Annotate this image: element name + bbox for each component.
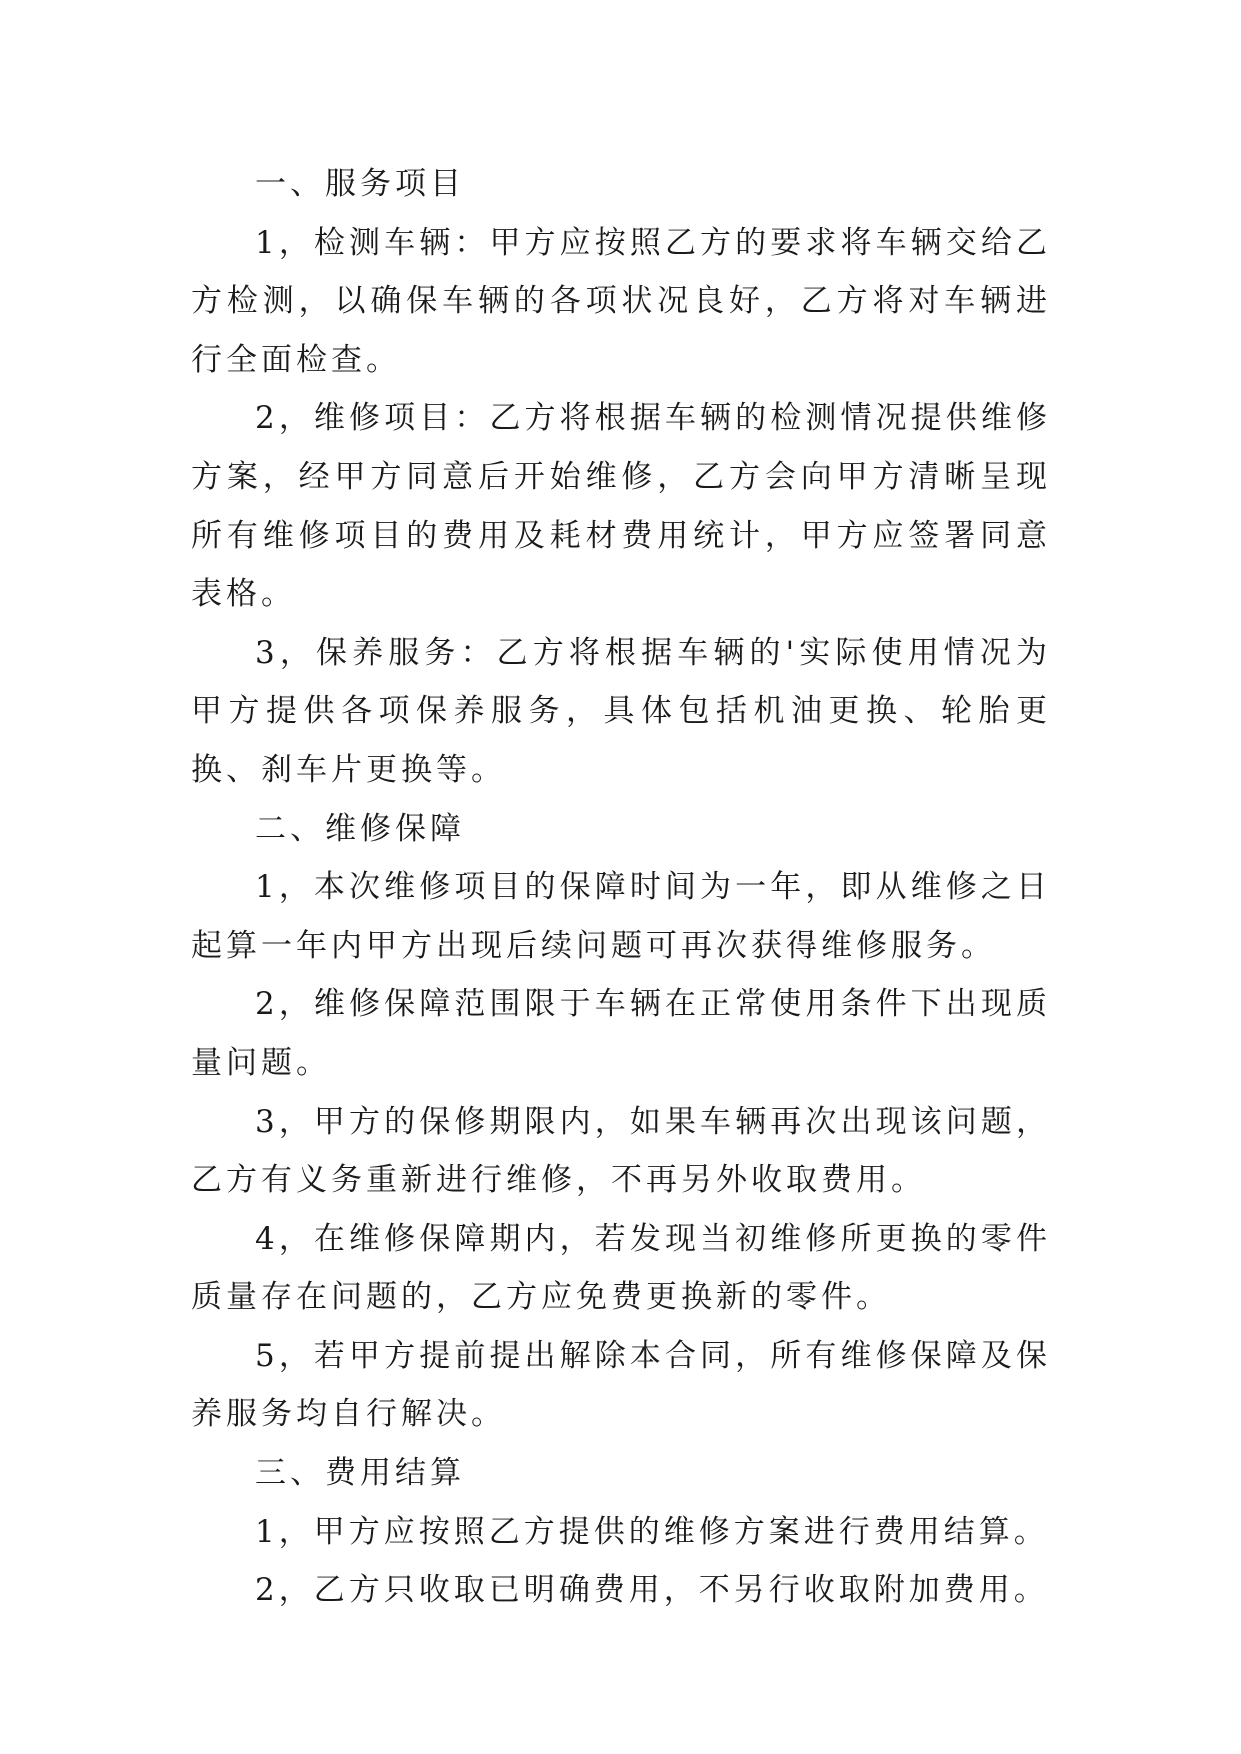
paragraph-warranty-period: 1，本次维修项目的保障时间为一年，即从维修之日起算一年内甲方出现后续问题可再次获得维修服务。 xyxy=(191,869,1051,964)
section-heading-repair-warranty: 二、维修保障 xyxy=(255,810,465,847)
section-heading-fee-settlement: 三、费用结算 xyxy=(255,1455,465,1492)
paragraph-early-termination: 5，若甲方提前提出解除本合同，所有维修保障及保养服务均自行解决。 xyxy=(191,1337,1051,1433)
paragraph-repeat-repair: 3，甲方的保修期限内，如果车辆再次出现该问题，乙方有义务重新进行维修，不再另外收取费用。 xyxy=(191,1103,1051,1199)
paragraph-fee-settlement: 1，甲方应按照乙方提供的维修方案进行费用结算。 xyxy=(255,1513,1049,1550)
paragraph-defective-parts: 4，在维修保障期内，若发现当初维修所更换的零件质量存在问题的，乙方应免费更换新的零件。 xyxy=(191,1220,1051,1316)
paragraph-warranty-scope: 2，维修保障范围限于车辆在正常使用条件下出现质量问题。 xyxy=(191,986,1051,1081)
paragraph-vehicle-inspection: 1，检测车辆：甲方应按照乙方的要求将车辆交给乙方检测，以确保车辆的各项状况良好，乙方将对车辆进行全面检查。 xyxy=(191,224,1051,378)
paragraph-repair-items: 2，维修项目：乙方将根据车辆的检测情况提供维修方案，经甲方同意后开始维修，乙方会向甲方清晰呈现所有维修项目的费用及耗材费用统计，甲方应签署同意表格。 xyxy=(191,400,1051,613)
document-body xyxy=(191,155,1051,1620)
section-heading-service-items: 一、服务项目 xyxy=(255,166,465,202)
paragraph-maintenance-service: 3，保养服务：乙方将根据车辆的'实际使用情况为甲方提供各项保养服务，具体包括机油更换、轮胎更换、刹车片更换等。 xyxy=(191,634,1051,788)
paragraph-no-extra-fees: 2，乙方只收取已明确费用，不另行收取附加费用。 xyxy=(255,1572,1049,1609)
